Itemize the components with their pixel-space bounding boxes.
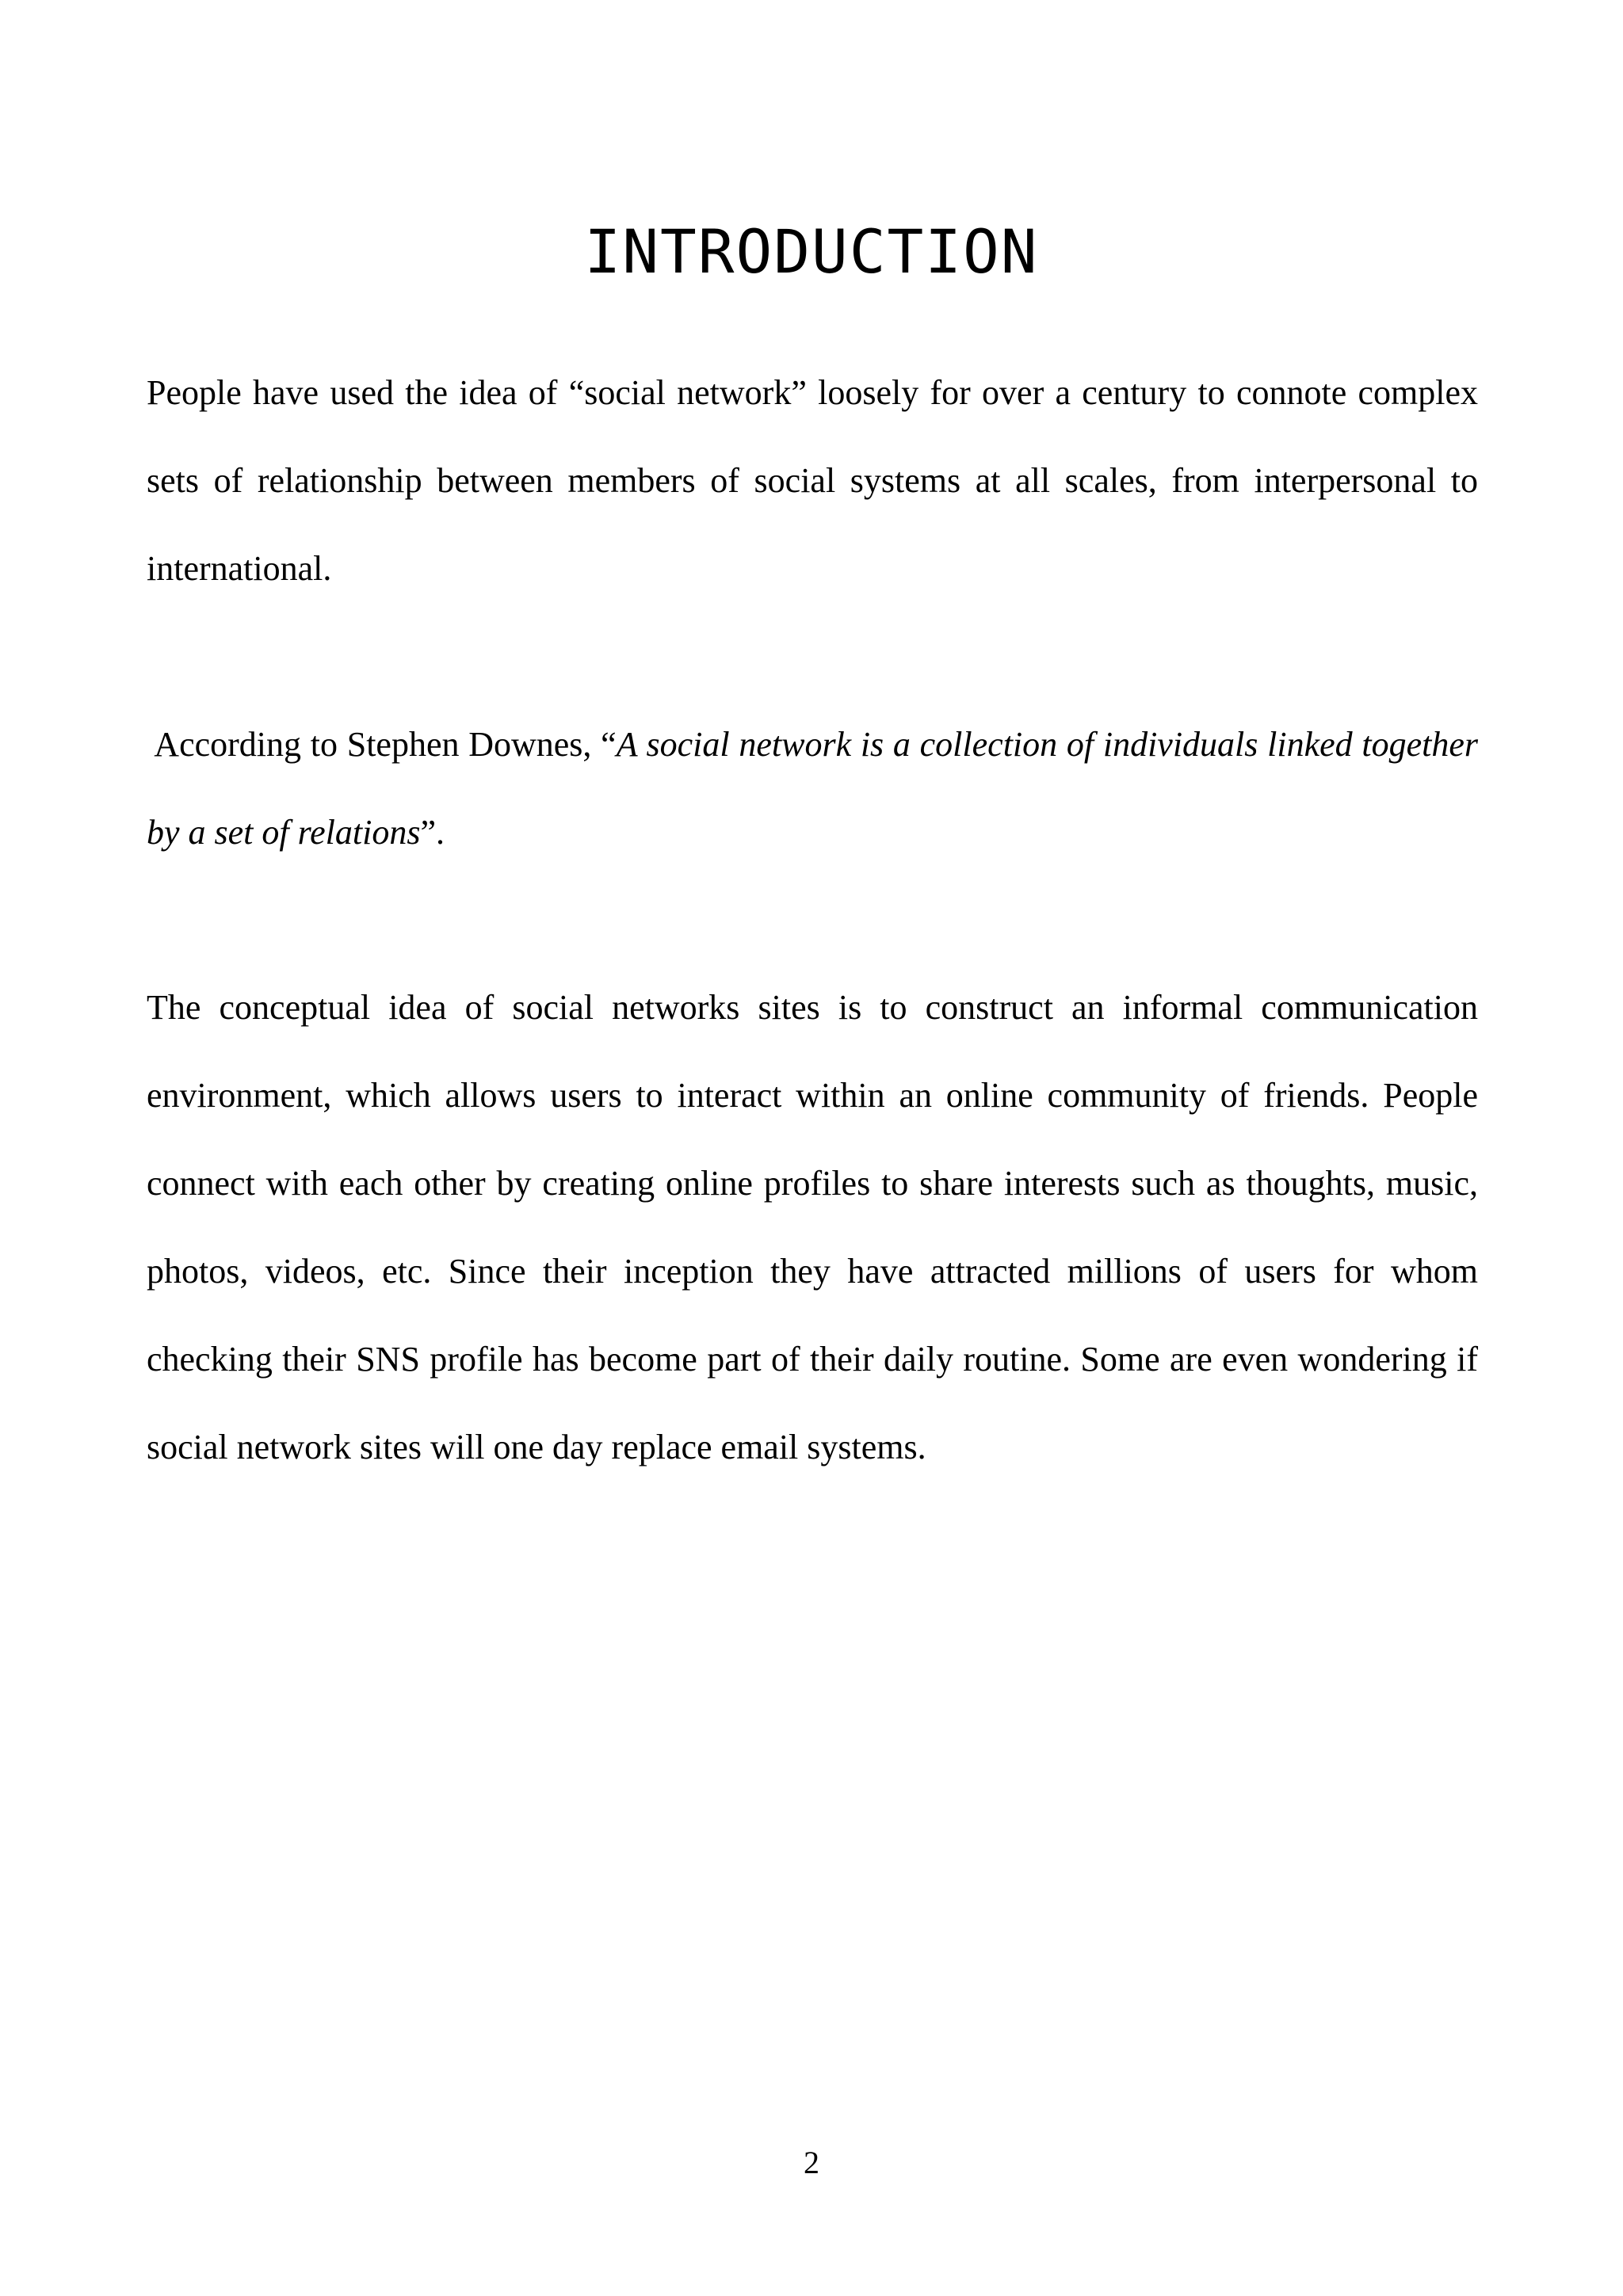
paragraph-sns-concept: The conceptual idea of social networks sites is to construct an informal communication environment, which allows users to interact within an online community of friends. People connect with each other by creating online profiles to share interests such as thoughts, music, photos, videos, etc. Since their inception they have attracted millions of users for whom checking their SNS profile has become part of their daily routine. Some are even wondering if social network sites will one day replace email systems.: [147, 988, 1478, 1466]
page-title: INTRODUCTION: [584, 216, 1039, 287]
downes-quote: A social network is a collection of individuals linked together by a set of relations: [147, 725, 1479, 852]
quote-prefix: According to Stephen Downes, “: [147, 725, 617, 764]
paragraph-social-network-history: People have used the idea of “social network” loosely for over a century to connote complex sets of relationship between members of social systems at all scales, from interpersonal to international.: [147, 373, 1478, 588]
quote-suffix: ”.: [420, 813, 445, 852]
page-number: 2: [804, 2145, 819, 2180]
paragraph-downes-definition: [147, 700, 1478, 876]
